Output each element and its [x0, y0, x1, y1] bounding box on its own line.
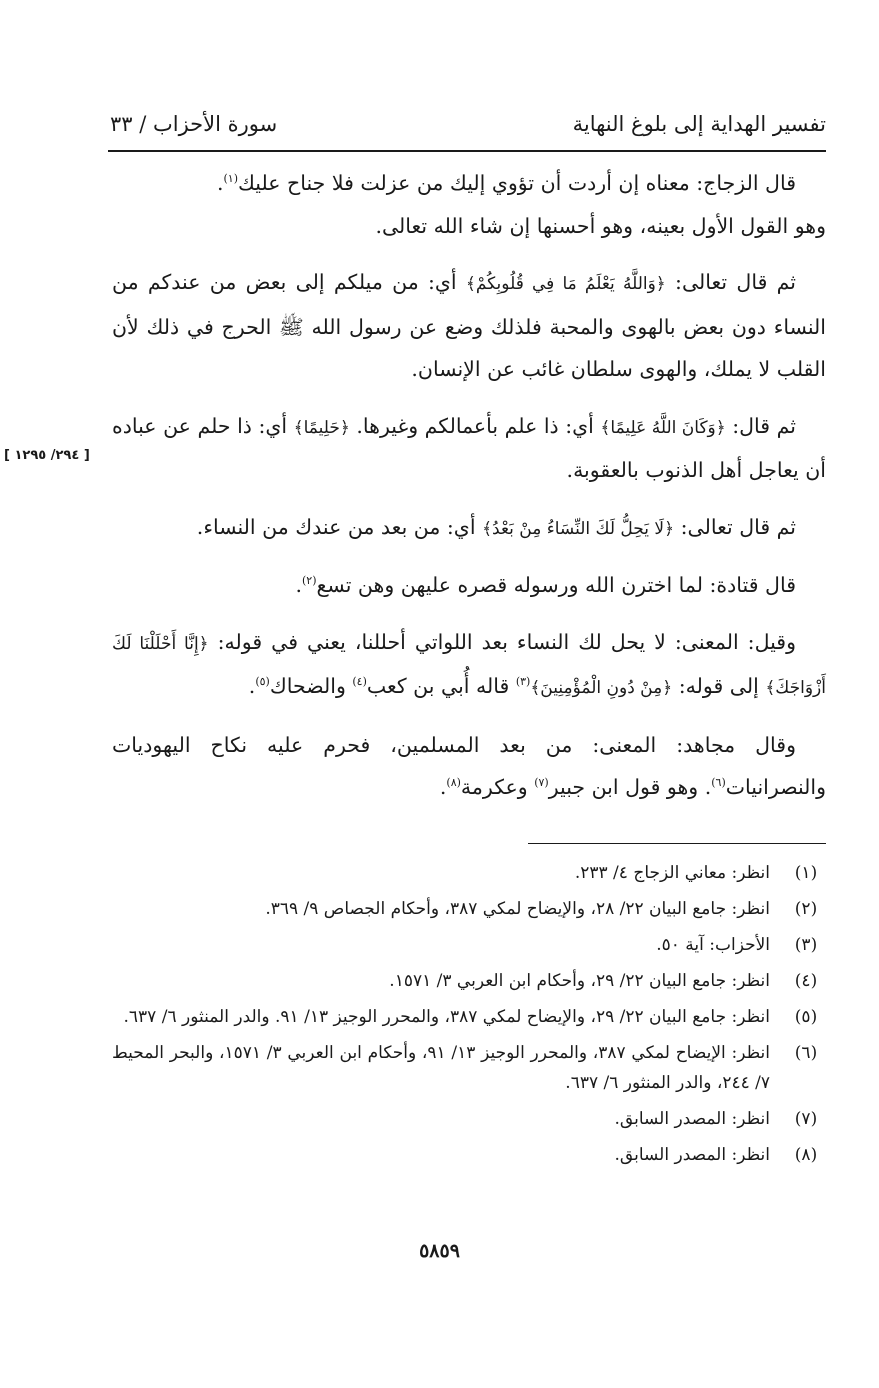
- margin-manuscript-ref: [ ٢٩٤/ ١٢٩٥ ]: [4, 448, 90, 463]
- footnote-marker[interactable]: (٤): [352, 675, 367, 689]
- text-run: وقيل: المعنى: لا يحل لك النساء بعد اللواتي أحللنا، يعني في قوله:: [208, 629, 796, 654]
- footnote-item: [112, 1104, 832, 1134]
- text-run: أي: ذا حلم عن عباده أن يعاجل أهل الذنوب بالعقوبة.: [112, 413, 826, 482]
- text-run: .: [439, 775, 447, 799]
- footnote-text: انظر: معاني الزجاج ٤/ ٢٣٣.: [574, 863, 770, 883]
- footnote-item: [112, 1038, 832, 1098]
- quran-quote: ﴿مِنْ دُونِ الْمُؤْمِنِينَ﴾: [530, 678, 673, 698]
- text-run: أي: ذا علم بأعمالكم وغيرها.: [349, 413, 601, 438]
- quran-quote: ﴿وَاللَّهُ يَعْلَمُ مَا فِي قُلُوبِكُمْ﴾: [465, 274, 666, 294]
- paragraph: [112, 261, 826, 391]
- footnote-marker[interactable]: (٨): [446, 776, 461, 790]
- main-text: [112, 162, 826, 823]
- running-header: [108, 108, 826, 148]
- footnote-text: انظر: جامع البيان ٢٢/ ٢٩، والإيضاح لمكي ٣٨٧، والمحرر الوجيز ١٣/ ٩١. والدر المنثور ٦/ ٦٣٧.: [123, 1007, 770, 1027]
- footnote-text: انظر: جامع البيان ٢٢/ ٢٩، وأحكام ابن العربي ٣/ ١٥٧١.: [389, 971, 770, 991]
- paragraph: [112, 621, 826, 710]
- footnote-item: [112, 858, 832, 888]
- footnote-marker[interactable]: (٢): [301, 574, 317, 588]
- text-run: قاله أُبي بن كعب: [366, 674, 516, 698]
- text-run: قال قتادة: لما اخترن الله ورسوله قصره عليهن وهن تسع: [316, 573, 796, 597]
- footnote-number: (٢): [794, 899, 818, 919]
- quran-quote: ﴿لَا يَحِلُّ لَكَ النِّسَاءُ مِنْ بَعْدُ﴾: [482, 518, 675, 539]
- paragraph: [112, 564, 826, 607]
- text-run: والضحاك: [269, 674, 353, 698]
- footnote-number: (٧): [794, 1109, 818, 1129]
- footnote-item: [112, 894, 832, 924]
- text-run: أي: من بعد من عندك من النساء.: [196, 514, 483, 539]
- footnote-text: انظر: المصدر السابق.: [614, 1109, 770, 1129]
- footnote-number: (٣): [794, 935, 818, 955]
- footnote-number: (٨): [794, 1145, 818, 1165]
- text-run: .: [295, 573, 302, 597]
- quran-quote: ﴿إِنَّا أَحْلَلْنَا لَكَ أَزْوَاجَكَ﴾: [112, 633, 826, 698]
- footnote-number: (٦): [794, 1043, 818, 1063]
- text-run: ثم قال تعالى:: [674, 514, 796, 539]
- text-run: .: [216, 171, 224, 195]
- footnote-rule: [528, 843, 826, 844]
- paragraph: [112, 506, 826, 551]
- footnote-item: [112, 966, 832, 996]
- footnote-item: [112, 1002, 832, 1032]
- text-run: إلى قوله:: [672, 674, 766, 698]
- footnote-text: انظر: الإيضاح لمكي ٣٨٧، والمحرر الوجيز ١٣/ ٩١، وأحكام ابن العربي ٣/ ١٥٧١، والبحر المحيط ٧/ ٢٤٤، والدر المنثور ٦/ ٦٣٧.: [112, 1043, 770, 1093]
- book-title: تفسير الهداية إلى بلوغ النهاية: [572, 112, 826, 136]
- footnote-marker[interactable]: (٧): [534, 776, 549, 790]
- text-run: . وهو قول ابن جبير: [548, 775, 712, 799]
- text-run: وعكرمة: [460, 775, 535, 799]
- text-run: ثم قال:: [725, 413, 796, 438]
- paragraph: [112, 205, 826, 248]
- footnote-number: (٥): [794, 1007, 818, 1027]
- paragraph: [112, 162, 826, 205]
- quran-quote: ﴿وَكَانَ اللَّهُ عَلِيمًا﴾: [600, 417, 726, 438]
- text-run: قال الزجاج: معناه إن أردت أن تؤوي إليك من عزلت فلا جناح عليك: [237, 171, 796, 195]
- footnote-marker[interactable]: (٣): [515, 675, 531, 689]
- paragraph: [112, 724, 826, 809]
- footnote-marker[interactable]: (٥): [255, 675, 270, 689]
- surah-label: سورة الأحزاب / ٣٣: [110, 112, 278, 136]
- text-run: ثم قال تعالى:: [665, 270, 796, 294]
- footnote-text: انظر: المصدر السابق.: [614, 1145, 770, 1165]
- footnote-marker[interactable]: (٦): [711, 776, 726, 790]
- header-rule: [108, 150, 826, 152]
- page-number: ٥٨٥٩: [419, 1240, 460, 1262]
- footnote-item: [112, 930, 832, 960]
- footnote-number: (١): [794, 863, 818, 883]
- footnote-number: (٤): [794, 971, 818, 991]
- footnote-text: الأحزاب: آية ٥٠.: [656, 935, 770, 955]
- footnote-text: انظر: جامع البيان ٢٢/ ٢٨، والإيضاح لمكي ٣٨٧، وأحكام الجصاص ٩/ ٣٦٩.: [265, 899, 770, 919]
- text-run: وقال مجاهد: المعنى: من بعد المسلمين، فحرم عليه نكاح اليهوديات والنصرانيات: [112, 732, 826, 799]
- text-run: أي: من ميلكم إلى بعض من عندكم من النساء دون بعض بالهوى والمحبة فلذلك وضع عن رسول الله ﷺ الحرج في ذلك لأن القلب لا يملك، والهوى سلطان غائب عن الإنسان.: [112, 270, 826, 381]
- footnote-marker[interactable]: (١): [223, 172, 238, 186]
- quran-quote: ﴿حَلِيمًا﴾: [293, 417, 350, 438]
- text-run: .: [248, 674, 256, 698]
- text-run: وهو القول الأول بعينه، وهو أحسنها إن شاء الله تعالى.: [375, 213, 826, 238]
- paragraph: [112, 405, 826, 492]
- footnote-item: [112, 1140, 832, 1170]
- footnotes: [112, 858, 832, 1176]
